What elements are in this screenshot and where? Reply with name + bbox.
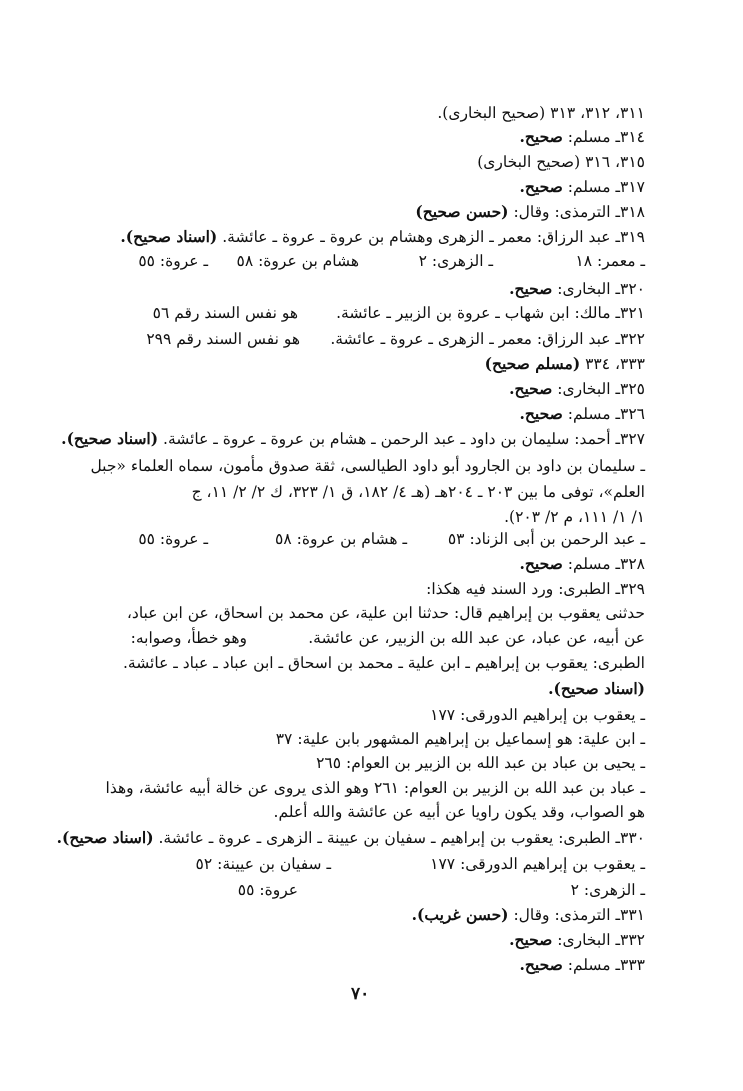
- sub-330-d: عروة: ٥٥: [237, 881, 298, 899]
- sub-327-b: ـ هشام بن عروة: ٥٨: [275, 530, 407, 548]
- note-321: هو نفس السند رقم ٥٦: [152, 304, 298, 322]
- grade: صحيح.: [519, 177, 563, 196]
- sub-327-l3: ١/ ١/ ١١١، م ٢/ ٢٠٣).: [504, 508, 645, 526]
- entry-328: ٣٢٨ـ مسلم: صحيح.: [519, 554, 645, 573]
- sub-329-l2b: وهو خطأ، وصوابه:: [130, 629, 247, 647]
- note-322: هو نفس السند رقم ٢٩٩: [146, 330, 300, 348]
- sub-327-c: ـ عروة: ٥٥: [138, 530, 208, 548]
- grade: صحيح.: [509, 930, 553, 949]
- sub-329-r3: ـ يحيى بن عباد بن عبد الله بن الزبير بن العوام: ٢٦٥: [316, 754, 645, 772]
- entry-317: ٣١٧ـ مسلم: صحيح.: [519, 177, 645, 196]
- entry-315: ٣١٥، ٣١٦ (صحيح البخارى): [477, 153, 645, 171]
- sub-319-a: ـ معمر: ١٨: [575, 252, 645, 270]
- entry-318: ٣١٨ـ الترمذى: وقال: (حسن صحيح): [415, 202, 645, 221]
- sub-329-r4: ـ عباد بن عبد الله بن الزبير بن العوام: ٢٦١ وهو الذى يروى عن خالة أبيه عائشة، وهذا: [105, 779, 645, 797]
- sub-329-l2a: عن أبيه، عن عباد، عن عبد الله بن الزبير، عن عائشة.: [308, 629, 645, 647]
- sub-319-d: ـ عروة: ٥٥: [138, 252, 208, 270]
- grade: (حسن صحيح): [415, 202, 509, 221]
- entry-314: ٣١٤ـ مسلم: صحيح.: [519, 127, 645, 146]
- grade: صحيح.: [519, 554, 563, 573]
- grade: (حسن غريب).: [411, 905, 509, 924]
- grade: صحيح.: [509, 379, 553, 398]
- entry-321: ٣٢١ـ مالك: ابن شهاب ـ عروة بن الزبير ـ عائشة.: [336, 304, 645, 322]
- sub-329-grade: (اسناد صحيح).: [548, 679, 645, 698]
- entry-311: ٣١١، ٣١٢، ٣١٣ (صحيح البخارى).: [437, 104, 645, 122]
- entry-333-334: ٣٣٣، ٣٣٤ (مسلم صحيح): [484, 354, 645, 373]
- sub-329-r2: ـ ابن علية: هو إسماعيل بن إبراهيم المشهور بابن علية: ٣٧: [275, 730, 645, 748]
- page-number: ٧٠: [351, 984, 370, 1004]
- grade: (اسناد صحيح).: [56, 828, 154, 847]
- sub-319-b: ـ الزهرى: ٢: [418, 252, 493, 270]
- entry-319: ٣١٩ـ عبد الرزاق: معمر ـ الزهرى وهشام بن عروة ـ عروة ـ عائشة. (اسناد صحيح).: [120, 227, 645, 246]
- grade: صحيح.: [519, 955, 563, 974]
- sub-330-b: ـ سفيان بن عيينة: ٥٢: [195, 855, 331, 873]
- sub-329-r5: هو الصواب، وقد يكون راويا عن أبيه عن عائشة والله أعلم.: [273, 803, 645, 821]
- sub-327-l1: ـ سليمان بن داود بن الجارود أبو داود الطيالسى، ثقة صدوق مأمون، سماه العلماء «جبل: [90, 457, 645, 475]
- grade: صحيح.: [519, 404, 563, 423]
- entry-330: ٣٣٠ـ الطبرى: يعقوب بن إبراهيم ـ سفيان بن عيينة ـ الزهرى ـ عروة ـ عائشة. (اسناد صحيح).: [56, 828, 645, 847]
- grade: صحيح.: [519, 127, 563, 146]
- entry-322: ٣٢٢ـ عبد الرزاق: معمر ـ الزهرى ـ عروة ـ عائشة.: [330, 330, 645, 348]
- sub-319-c: هشام بن عروة: ٥٨: [236, 252, 359, 270]
- entry-325: ٣٢٥ـ البخارى: صحيح.: [509, 379, 645, 398]
- sub-330-c: ـ الزهرى: ٢: [570, 881, 645, 899]
- sub-330-a: ـ يعقوب بن إبراهيم الدورقى: ١٧٧: [430, 855, 645, 873]
- grade: (اسناد صحيح).: [120, 227, 218, 246]
- sub-329-r1: ـ يعقوب بن إبراهيم الدورقى: ١٧٧: [430, 706, 645, 724]
- entry-331: ٣٣١ـ الترمذى: وقال: (حسن غريب).: [411, 905, 645, 924]
- sub-329-l1: حدثنى يعقوب بن إبراهيم قال: حدثنا ابن علية، عن محمد بن اسحاق، عن ابن عباد،: [126, 604, 645, 622]
- entry-329: ٣٢٩ـ الطبرى: ورد السند فيه هكذا:: [426, 580, 645, 598]
- entry-327: ٣٢٧ـ أحمد: سليمان بن داود ـ عبد الرحمن ـ هشام بن عروة ـ عروة ـ عائشة. (اسناد صحيح).: [61, 429, 645, 448]
- sub-327-l2: العلم»، توفى ما بين ٢٠٣ ـ ٢٠٤هـ (هـ ٤/ ١٨٢، ق ١/ ٣٢٣، ك ٢/ ٢/ ١١، ج: [191, 483, 645, 501]
- entry-320: ٣٢٠ـ البخارى: صحيح.: [509, 279, 645, 298]
- sub-329-l3: الطبرى: يعقوب بن إبراهيم ـ ابن علية ـ محمد بن اسحاق ـ ابن عباد ـ عباد ـ عائشة.: [122, 654, 645, 672]
- grade: (اسناد صحيح).: [61, 429, 159, 448]
- sub-327-a: ـ عبد الرحمن بن أبى الزناد: ٥٣: [447, 530, 645, 548]
- grade: صحيح.: [509, 279, 553, 298]
- entry-332: ٣٣٢ـ البخارى: صحيح.: [509, 930, 645, 949]
- entry-333: ٣٣٣ـ مسلم: صحيح.: [519, 955, 645, 974]
- entry-326: ٣٢٦ـ مسلم: صحيح.: [519, 404, 645, 423]
